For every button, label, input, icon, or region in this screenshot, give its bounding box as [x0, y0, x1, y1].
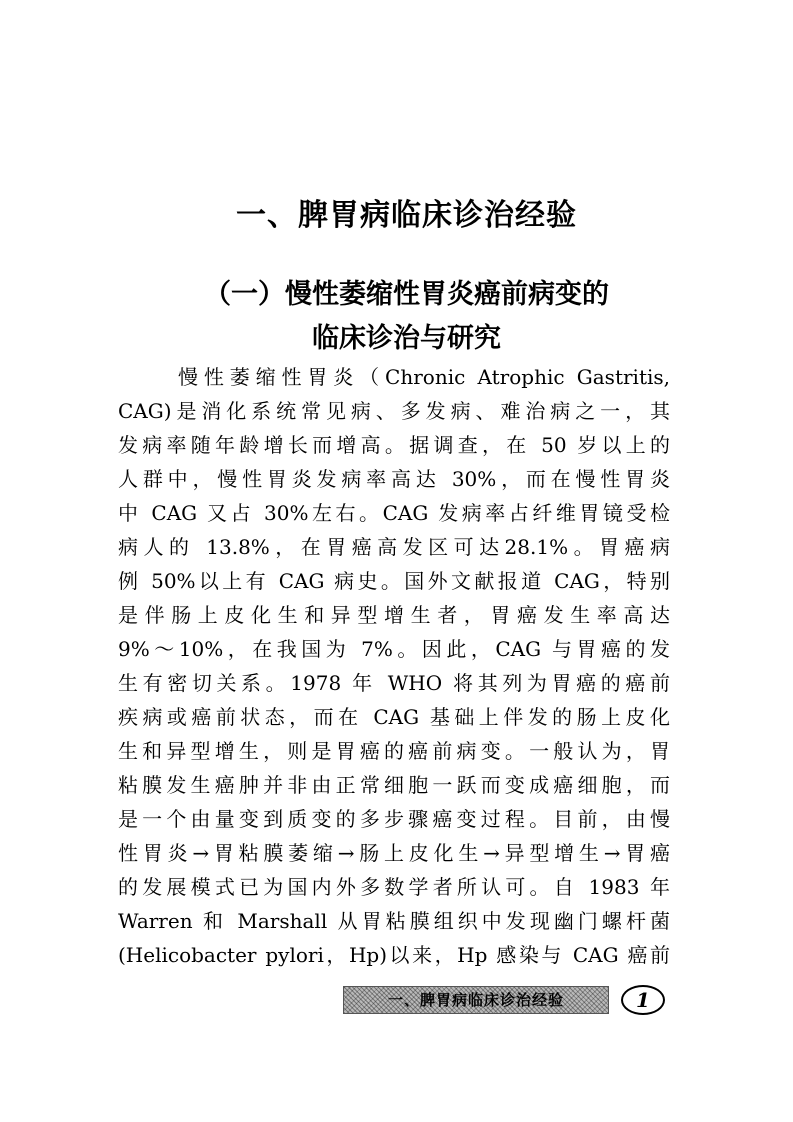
running-head: 一、脾胃病临床诊治经验 — [343, 986, 609, 1014]
body-line: 是一个由量变到质变的多步骤癌变过程。目前，由慢 — [118, 807, 670, 831]
body-line: 性胃炎→胃粘膜萎缩→肠上皮化生→异型增生→胃癌 — [118, 841, 670, 865]
body-line: 是伴肠上皮化生和异型增生者，胃癌发生率高达 — [118, 603, 670, 627]
body-paragraph — [118, 360, 670, 972]
body-line: 中 CAG 又占 30%左右。CAG 发病率占纤维胃镜受检 — [118, 501, 670, 525]
page-number: 1 — [621, 985, 665, 1015]
body-line: 生和异型增生，则是胃癌的癌前病变。一般认为，胃 — [118, 739, 670, 763]
body-line: Warren 和 Marshall 从胃粘膜组织中发现幽门螺杆菌 — [118, 909, 670, 933]
body-line: 的发展模式已为国内外多数学者所认可。自 1983 年 — [118, 875, 670, 899]
body-line: (Helicobacter pylori，Hp)以来，Hp 感染与 CAG 癌前 — [118, 943, 670, 967]
body-line: 病人的 13.8%，在胃癌高发区可达28.1%。胃癌病 — [118, 535, 670, 559]
body-line: 生有密切关系。1978 年 WHO 将其列为胃癌的癌前 — [118, 671, 670, 695]
body-line: 慢性萎缩性胃炎（Chronic Atrophic Gastritis, — [178, 365, 670, 389]
section-title-line-2: 临床诊治与研究 — [312, 323, 501, 354]
body-line: 发病率随年龄增长而增高。据调查，在 50 岁以上的 — [118, 433, 670, 457]
body-line: 疾病或癌前状态，而在 CAG 基础上伴发的肠上皮化 — [118, 705, 670, 729]
page-footer — [343, 986, 665, 1014]
body-line: 粘膜发生癌肿并非由正常细胞一跃而变成癌细胞，而 — [118, 773, 670, 797]
body-line: 人群中，慢性胃炎发病率高达 30%，而在慢性胃炎 — [118, 467, 670, 491]
body-line: CAG)是消化系统常见病、多发病、难治病之一，其 — [118, 399, 670, 423]
section-title-line-1: （一）慢性萎缩性胃炎癌前病变的 — [204, 279, 609, 310]
chapter-title: 一、脾胃病临床诊治经验 — [236, 198, 577, 233]
body-line: 9%～10%，在我国为 7%。因此，CAG 与胃癌的发 — [118, 637, 670, 661]
body-line: 例 50%以上有 CAG 病史。国外文献报道 CAG，特别 — [118, 569, 670, 593]
